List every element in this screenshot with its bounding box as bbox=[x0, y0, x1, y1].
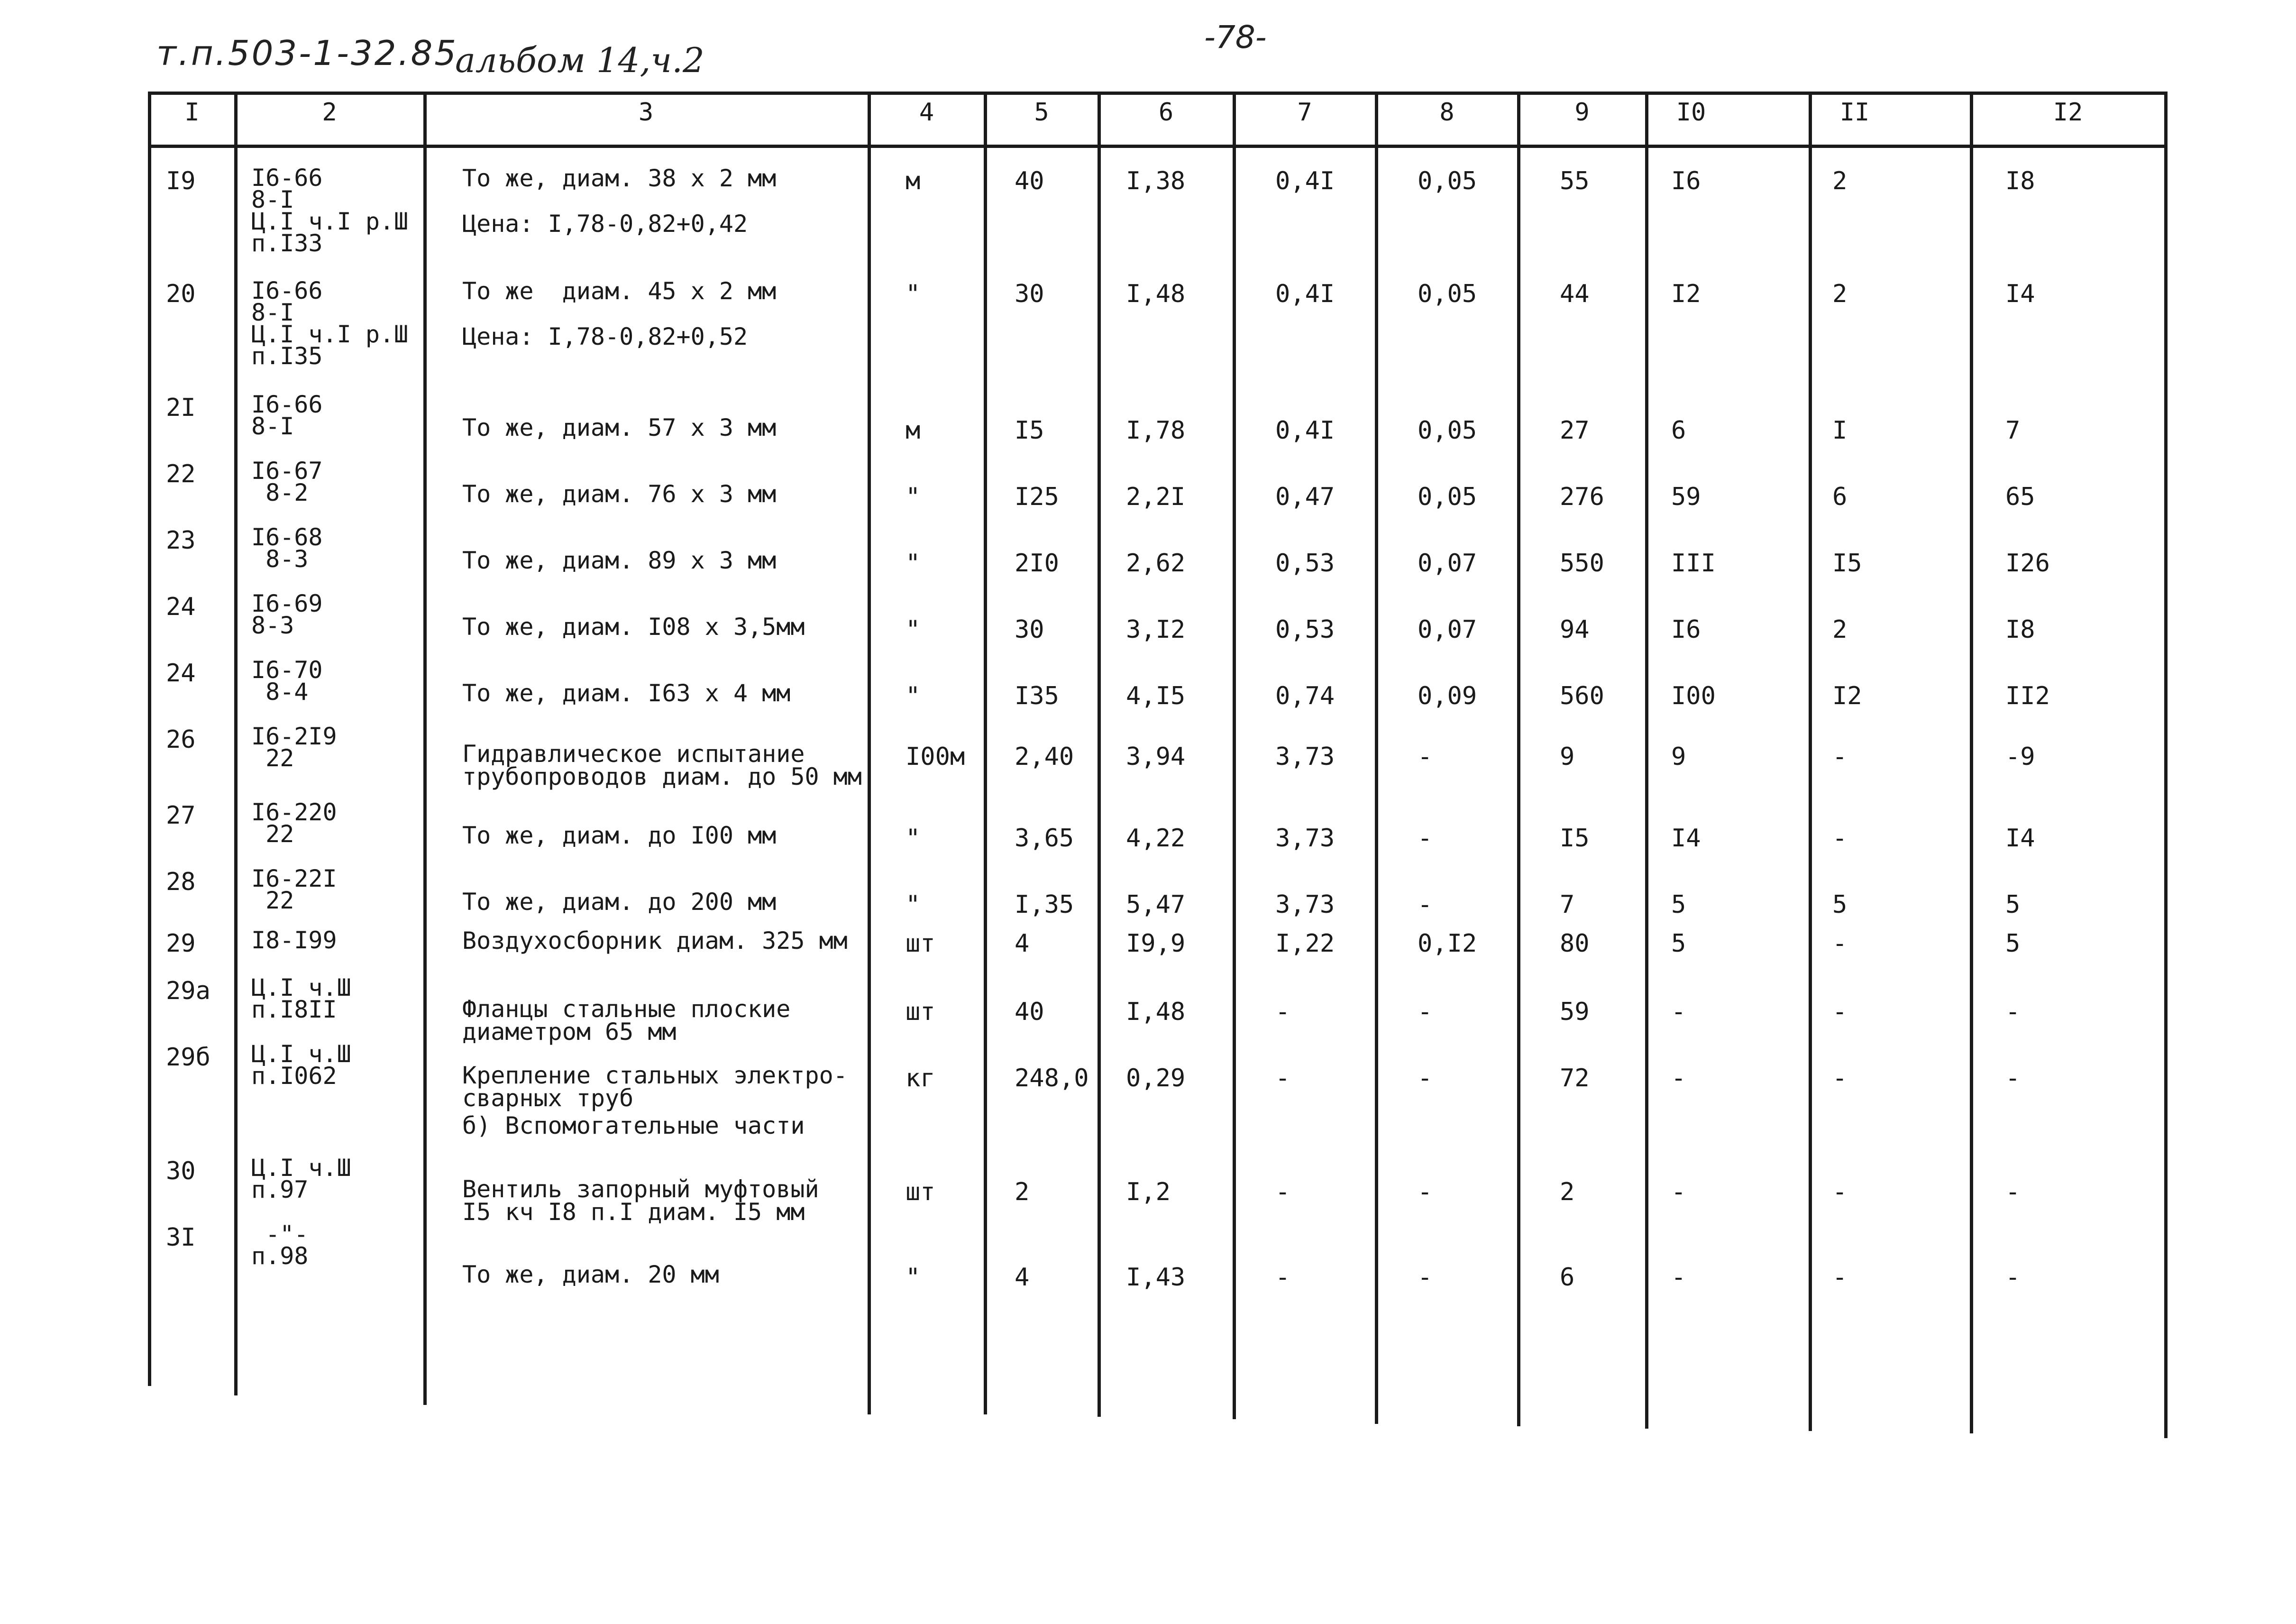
row-number: 20 bbox=[166, 280, 196, 308]
row-col9: 27 bbox=[1560, 416, 1590, 445]
row-col6: 3,94 bbox=[1126, 743, 1186, 771]
row-col9: 44 bbox=[1560, 280, 1590, 308]
row-col7: I,22 bbox=[1275, 929, 1335, 958]
row-col10: - bbox=[1671, 1178, 1686, 1206]
row-number: 2I bbox=[166, 394, 196, 422]
row-col11: - bbox=[1832, 743, 1848, 771]
row-col7: - bbox=[1275, 1263, 1290, 1292]
row-col12: -9 bbox=[2005, 743, 2035, 771]
row-code: I6-69 8-3 bbox=[251, 590, 323, 639]
row-code: -"- п.98 bbox=[251, 1220, 309, 1270]
row-col11: 2 bbox=[1832, 280, 1848, 308]
row-col10: - bbox=[1671, 998, 1686, 1026]
row-description: Фланцы стальные плоские диаметром 65 мм bbox=[462, 995, 791, 1046]
row-col6: I,48 bbox=[1126, 998, 1186, 1026]
row-col11: - bbox=[1832, 824, 1848, 853]
row-col10: I6 bbox=[1671, 615, 1701, 644]
row-col8: - bbox=[1418, 743, 1433, 771]
row-col12: - bbox=[2005, 1064, 2021, 1092]
row-col10: I00 bbox=[1671, 682, 1716, 710]
row-code: I6-66 8-I bbox=[251, 391, 323, 440]
row-col7: 0,4I bbox=[1275, 167, 1335, 195]
row-unit: " bbox=[906, 549, 921, 578]
row-col7: 0,4I bbox=[1275, 416, 1335, 445]
row-unit: кг bbox=[906, 1064, 935, 1092]
row-col6: 3,I2 bbox=[1126, 615, 1186, 644]
row-col8: 0,05 bbox=[1418, 416, 1477, 445]
row-number: 29б bbox=[166, 1043, 210, 1072]
col-divider-8 bbox=[1517, 92, 1520, 1426]
col-header-12: I2 bbox=[2053, 98, 2083, 127]
row-unit: " bbox=[906, 1263, 921, 1292]
col-divider-4 bbox=[984, 92, 987, 1414]
row-col11: - bbox=[1832, 929, 1848, 958]
row-col6: I9,9 bbox=[1126, 929, 1186, 958]
col-header-7: 7 bbox=[1297, 98, 1312, 127]
row-col11: I5 bbox=[1832, 549, 1862, 578]
row-col12: I26 bbox=[2005, 549, 2050, 578]
col-header-8: 8 bbox=[1439, 98, 1454, 127]
row-col6: I,38 bbox=[1126, 167, 1186, 195]
header-bottom-border bbox=[148, 145, 2168, 148]
row-col6: I,43 bbox=[1126, 1263, 1186, 1292]
row-number: 30 bbox=[166, 1157, 196, 1185]
row-col12: I4 bbox=[2005, 280, 2035, 308]
row-col10: 9 bbox=[1671, 743, 1686, 771]
row-col9: 72 bbox=[1560, 1064, 1590, 1092]
row-description: То же, диам. I08 х 3,5мм bbox=[462, 613, 805, 641]
row-col12: 65 bbox=[2005, 483, 2035, 511]
row-unit: I00м bbox=[906, 743, 965, 771]
row-description: Гидравлическое испытание трубопроводов диам. до 50 мм bbox=[462, 740, 862, 790]
row-col10: 59 bbox=[1671, 483, 1701, 511]
col-header-9: 9 bbox=[1574, 98, 1590, 127]
row-unit: м bbox=[906, 167, 921, 195]
row-col10: - bbox=[1671, 1263, 1686, 1292]
col-divider-5 bbox=[1098, 92, 1101, 1417]
row-col9: 59 bbox=[1560, 998, 1590, 1026]
row-col7: 0,47 bbox=[1275, 483, 1335, 511]
row-col11: 2 bbox=[1832, 167, 1848, 195]
row-description: То же, диам. до 200 мм bbox=[462, 888, 777, 916]
col-header-5: 5 bbox=[1034, 98, 1049, 127]
row-number: I9 bbox=[166, 167, 196, 195]
row-col6: 4,22 bbox=[1126, 824, 1186, 853]
row-code: Ц.I ч.Ш п.I062 bbox=[251, 1040, 351, 1090]
col-divider-6 bbox=[1233, 92, 1236, 1419]
row-quantity: I35 bbox=[1015, 682, 1059, 710]
row-description: То же, диам. 76 х 3 мм bbox=[462, 480, 777, 508]
row-col8: 0,05 bbox=[1418, 483, 1477, 511]
row-col11: - bbox=[1832, 1178, 1848, 1206]
row-col12: 7 bbox=[2005, 416, 2021, 445]
col-header-10: I0 bbox=[1676, 98, 1706, 127]
row-unit: " bbox=[906, 824, 921, 853]
row-col10: I6 bbox=[1671, 167, 1701, 195]
row-number: 23 bbox=[166, 526, 196, 555]
row-quantity: I5 bbox=[1015, 416, 1044, 445]
row-quantity: 3,65 bbox=[1015, 824, 1074, 853]
row-col6: 2,62 bbox=[1126, 549, 1186, 578]
col-header-6: 6 bbox=[1158, 98, 1174, 127]
row-description: То же, диам. I63 х 4 мм bbox=[462, 679, 791, 707]
row-description: Воздухосборник диам. 325 мм bbox=[462, 927, 848, 954]
row-col11: 6 bbox=[1832, 483, 1848, 511]
col-header-2: 2 bbox=[322, 98, 337, 127]
row-col7: 0,74 bbox=[1275, 682, 1335, 710]
row-col12: I4 bbox=[2005, 824, 2035, 853]
col-divider-2 bbox=[423, 92, 427, 1405]
row-col9: 55 bbox=[1560, 167, 1590, 195]
row-col6: 0,29 bbox=[1126, 1064, 1186, 1092]
row-quantity: I25 bbox=[1015, 483, 1059, 511]
row-col8: - bbox=[1418, 1178, 1433, 1206]
row-code: I6-67 8-2 bbox=[251, 457, 323, 506]
row-code: I6-70 8-4 bbox=[251, 656, 323, 706]
row-unit: шт bbox=[906, 998, 935, 1026]
row-col7: - bbox=[1275, 998, 1290, 1026]
row-col10: 6 bbox=[1671, 416, 1686, 445]
row-quantity: 2I0 bbox=[1015, 549, 1059, 578]
row-code: I6-68 8-3 bbox=[251, 523, 323, 573]
row-description: То же, диам. до I00 мм bbox=[462, 822, 777, 849]
col-divider-7 bbox=[1375, 92, 1378, 1424]
row-col7: 3,73 bbox=[1275, 824, 1335, 853]
page-number: -78- bbox=[1204, 19, 1267, 55]
row-col12: I8 bbox=[2005, 615, 2035, 644]
row-col11: I2 bbox=[1832, 682, 1862, 710]
row-code: I6-220 22 bbox=[251, 798, 337, 848]
row-quantity: I,35 bbox=[1015, 890, 1074, 919]
row-unit: " bbox=[906, 280, 921, 308]
row-col6: I,2 bbox=[1126, 1178, 1171, 1206]
row-col8: 0,I2 bbox=[1418, 929, 1477, 958]
row-code: I6-22I 22 bbox=[251, 865, 337, 914]
row-col12: - bbox=[2005, 998, 2021, 1026]
row-col8: - bbox=[1418, 998, 1433, 1026]
row-col6: 2,2I bbox=[1126, 483, 1186, 511]
row-unit: " bbox=[906, 483, 921, 511]
row-col9: 94 bbox=[1560, 615, 1590, 644]
row-col12: 5 bbox=[2005, 890, 2021, 919]
row-col7: 0,53 bbox=[1275, 549, 1335, 578]
row-col9: 276 bbox=[1560, 483, 1604, 511]
row-col9: 9 bbox=[1560, 743, 1575, 771]
row-quantity: 40 bbox=[1015, 167, 1044, 195]
row-col11: I bbox=[1832, 416, 1848, 445]
col-divider-3 bbox=[868, 92, 871, 1414]
row-code: I6-66 8-I Ц.I ч.I р.Ш п.I33 bbox=[251, 164, 409, 257]
row-col12: II2 bbox=[2005, 682, 2050, 710]
row-col11: 2 bbox=[1832, 615, 1848, 644]
col-header-4: 4 bbox=[919, 98, 934, 127]
col-divider-9 bbox=[1645, 92, 1648, 1429]
row-col7: 3,73 bbox=[1275, 890, 1335, 919]
row-col8: - bbox=[1418, 824, 1433, 853]
row-col9: 7 bbox=[1560, 890, 1575, 919]
row-col10: - bbox=[1671, 1064, 1686, 1092]
row-code: Ц.I ч.Ш п.I8II bbox=[251, 974, 351, 1023]
col-divider-12 bbox=[2164, 92, 2168, 1438]
row-col8: 0,09 bbox=[1418, 682, 1477, 710]
row-code: I8-I99 bbox=[251, 927, 337, 954]
row-col10: III bbox=[1671, 549, 1716, 578]
row-number: 29 bbox=[166, 929, 196, 958]
row-col6: I,78 bbox=[1126, 416, 1186, 445]
row-number: 28 bbox=[166, 868, 196, 896]
row-number: 29а bbox=[166, 977, 210, 1005]
row-description: Крепление стальных электро- сварных труб bbox=[462, 1062, 848, 1112]
row-col11: 5 bbox=[1832, 890, 1848, 919]
row-unit: " bbox=[906, 615, 921, 644]
row-col12: 5 bbox=[2005, 929, 2021, 958]
row-col9: 550 bbox=[1560, 549, 1604, 578]
album-label: альбом 14,ч.2 bbox=[455, 40, 704, 80]
col-divider-11 bbox=[1970, 92, 1973, 1433]
row-number: 27 bbox=[166, 801, 196, 830]
row-description: Вентиль запорный муфтовый I5 кч I8 п.I диам. I5 мм bbox=[462, 1175, 819, 1226]
row-col8: - bbox=[1418, 1064, 1433, 1092]
row-quantity: 2 bbox=[1015, 1178, 1030, 1206]
row-col8: - bbox=[1418, 1263, 1433, 1292]
row-col11: - bbox=[1832, 1064, 1848, 1092]
row-description: То же, диам. 20 мм bbox=[462, 1261, 719, 1288]
row-number: 24 bbox=[166, 659, 196, 688]
row-unit: шт bbox=[906, 1178, 935, 1206]
row-col7: 0,53 bbox=[1275, 615, 1335, 644]
row-col9: 6 bbox=[1560, 1263, 1575, 1292]
table-top-border bbox=[148, 92, 2168, 95]
row-quantity: 4 bbox=[1015, 929, 1030, 958]
row-col9: 2 bbox=[1560, 1178, 1575, 1206]
row-quantity: 2,40 bbox=[1015, 743, 1074, 771]
row-col6: 5,47 bbox=[1126, 890, 1186, 919]
row-unit: " bbox=[906, 682, 921, 710]
row-col6: 4,I5 bbox=[1126, 682, 1186, 710]
row-col10: 5 bbox=[1671, 929, 1686, 958]
row-quantity: 248,0 bbox=[1015, 1064, 1089, 1092]
row-description: То же, диам. 57 х 3 мм bbox=[462, 414, 777, 441]
row-number: 22 bbox=[166, 460, 196, 488]
row-number: 26 bbox=[166, 725, 196, 754]
col-header-11: II bbox=[1839, 98, 1870, 127]
row-quantity: 30 bbox=[1015, 280, 1044, 308]
row-col11: - bbox=[1832, 998, 1848, 1026]
col-header-3: 3 bbox=[638, 98, 654, 127]
row-col8: 0,05 bbox=[1418, 167, 1477, 195]
row-col8: - bbox=[1418, 890, 1433, 919]
row-col12: - bbox=[2005, 1263, 2021, 1292]
row-unit: " bbox=[906, 890, 921, 919]
row-col12: I8 bbox=[2005, 167, 2035, 195]
row-col7: - bbox=[1275, 1064, 1290, 1092]
row-number: 3I bbox=[166, 1223, 196, 1252]
row-col10: I2 bbox=[1671, 280, 1701, 308]
row-description: То же, диам. 38 х 2 мм Цена: I,78-0,82+0,42 bbox=[462, 165, 777, 238]
col-divider-10 bbox=[1809, 92, 1812, 1431]
col-divider-0 bbox=[148, 92, 151, 1386]
doc-code: т.п.503-1-32.85 bbox=[156, 33, 458, 73]
row-col12: - bbox=[2005, 1178, 2021, 1206]
row-col7: 0,4I bbox=[1275, 280, 1335, 308]
row-unit: м bbox=[906, 416, 921, 445]
row-col7: 3,73 bbox=[1275, 743, 1335, 771]
row-number: 24 bbox=[166, 593, 196, 621]
col-header-1: I bbox=[184, 98, 200, 127]
row-col7: - bbox=[1275, 1178, 1290, 1206]
row-col6: I,48 bbox=[1126, 280, 1186, 308]
row-code: I6-2I9 22 bbox=[251, 723, 337, 772]
row-col9: I5 bbox=[1560, 824, 1590, 853]
row-description: б) Вспомогательные части bbox=[462, 1112, 805, 1139]
row-col10: 5 bbox=[1671, 890, 1686, 919]
row-quantity: 40 bbox=[1015, 998, 1044, 1026]
row-code: I6-66 8-I Ц.I ч.I р.Ш п.I35 bbox=[251, 277, 409, 370]
row-col8: 0,07 bbox=[1418, 615, 1477, 644]
row-col8: 0,07 bbox=[1418, 549, 1477, 578]
col-divider-1 bbox=[234, 92, 238, 1395]
row-unit: шт bbox=[906, 929, 935, 958]
row-quantity: 4 bbox=[1015, 1263, 1030, 1292]
row-description: То же диам. 45 х 2 мм Цена: I,78-0,82+0,52 bbox=[462, 277, 777, 350]
row-col9: 560 bbox=[1560, 682, 1604, 710]
row-col8: 0,05 bbox=[1418, 280, 1477, 308]
row-col11: - bbox=[1832, 1263, 1848, 1292]
row-quantity: 30 bbox=[1015, 615, 1044, 644]
row-code: Ц.I ч.Ш п.97 bbox=[251, 1154, 351, 1203]
row-description: То же, диам. 89 х 3 мм bbox=[462, 547, 777, 574]
row-col9: 80 bbox=[1560, 929, 1590, 958]
row-col10: I4 bbox=[1671, 824, 1701, 853]
